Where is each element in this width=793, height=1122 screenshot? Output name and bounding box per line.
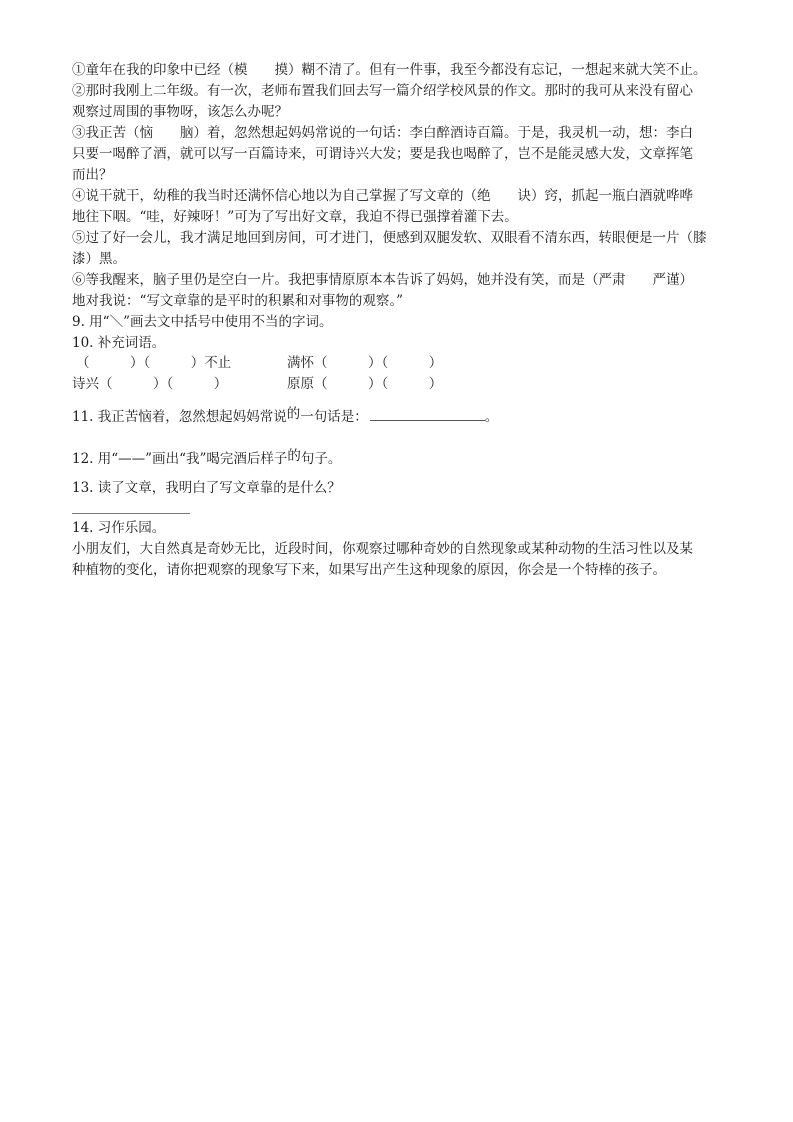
q10-row1-right: 满怀（ ）（ ） (287, 355, 443, 371)
paragraph-3-line-2: 只要一喝醉了酒，就可以写一百篇诗来，可谓诗兴大发；要是我也喝醉了，岂不是能灵感大发，文章挥笔 (72, 146, 693, 162)
q11-raised-char: 的 (286, 406, 301, 422)
paragraph-2-line-1: ②那时我刚上二年级。有一次，老师布置我们回去写一篇介绍学校风景的作文。那时的我可从来没有留心 (72, 83, 693, 99)
question-13: 13. 读了文章，我明白了写文章靠的是什么？ (72, 480, 341, 496)
paragraph-5-line-1: ⑤过了好一会儿，我才满足地回到房间，可才进门，便感到双腿发软、双眼看不清东西，转眼便是一片（膝 (72, 230, 707, 246)
paragraph-6-line-2: 地对我说：“写文章靠的是平时的积累和对事物的观察。” (72, 293, 404, 309)
q11-answer-blank[interactable] (370, 406, 485, 421)
q11-suffix: 一句话是： (300, 409, 368, 425)
paragraph-5-line-2: 漆）黑。 (72, 251, 126, 267)
q14-prompt-line-1: 小朋友们，大自然真是奇妙无比，近段时间，你观察过哪种奇妙的自然现象或某种动物的生活习性以及某 (72, 541, 693, 557)
question-9: 9. 用“＼”画去文中括号中使用不当的字词。 (72, 314, 333, 330)
q12-suffix: 句子。 (300, 451, 342, 467)
q10-row2-right: 原原（ ）（ ） (287, 376, 443, 392)
q12-raised-char: 的 (287, 448, 301, 464)
question-11 (72, 406, 498, 426)
q13-answer-line[interactable] (72, 513, 190, 514)
question-12 (72, 449, 341, 469)
question-10: 10. 补充词语。 (72, 335, 166, 351)
question-14: 14. 习作乐园。 (72, 520, 166, 536)
q12-prefix: 12. 用“——”画出“我”喝完酒后样子 (72, 451, 288, 467)
q11-end: 。 (484, 409, 499, 425)
q11-prefix: 11. 我正苦恼着，忽然想起妈妈常说 (72, 409, 287, 425)
q10-row2-left: 诗兴（ ）（ ） (72, 376, 228, 392)
q10-row1-left: （ ）（ ）不止 (76, 355, 232, 371)
paragraph-4-line-2: 地往下咽。“哇，好辣呀！”可为了写出好文章，我迫不得已强撑着灌下去。 (72, 209, 518, 225)
q14-prompt-line-2: 种植物的变化，请你把观察的现象写下来，如果写出产生这种现象的原因，你会是一个特棒的孩子。 (72, 562, 666, 578)
paragraph-3-line-3: 而出？ (72, 167, 113, 183)
paragraph-1: ①童年在我的印象中已经（模 摸）糊不清了。但有一件事，我至今都没有忘记，一想起来就大笑不止。 (72, 62, 707, 78)
paragraph-6-line-1: ⑥等我醒来，脑子里仍是空白一片。我把事情原原本本告诉了妈妈，她并没有笑，而是（严肃 严谨） (72, 272, 693, 288)
paragraph-2-line-2: 观察过周围的事物呀，该怎么办呢？ (72, 104, 288, 120)
paragraph-3-line-1: ③我正苦（恼 脑）着，忽然想起妈妈常说的一句话：李白醉酒诗百篇。于是，我灵机一动，想：李白 (72, 125, 693, 141)
paragraph-4-line-1: ④说干就干，幼稚的我当时还满怀信心地以为自己掌握了写文章的（绝 诀）窍，抓起一瓶白酒就哗哗 (72, 188, 693, 204)
